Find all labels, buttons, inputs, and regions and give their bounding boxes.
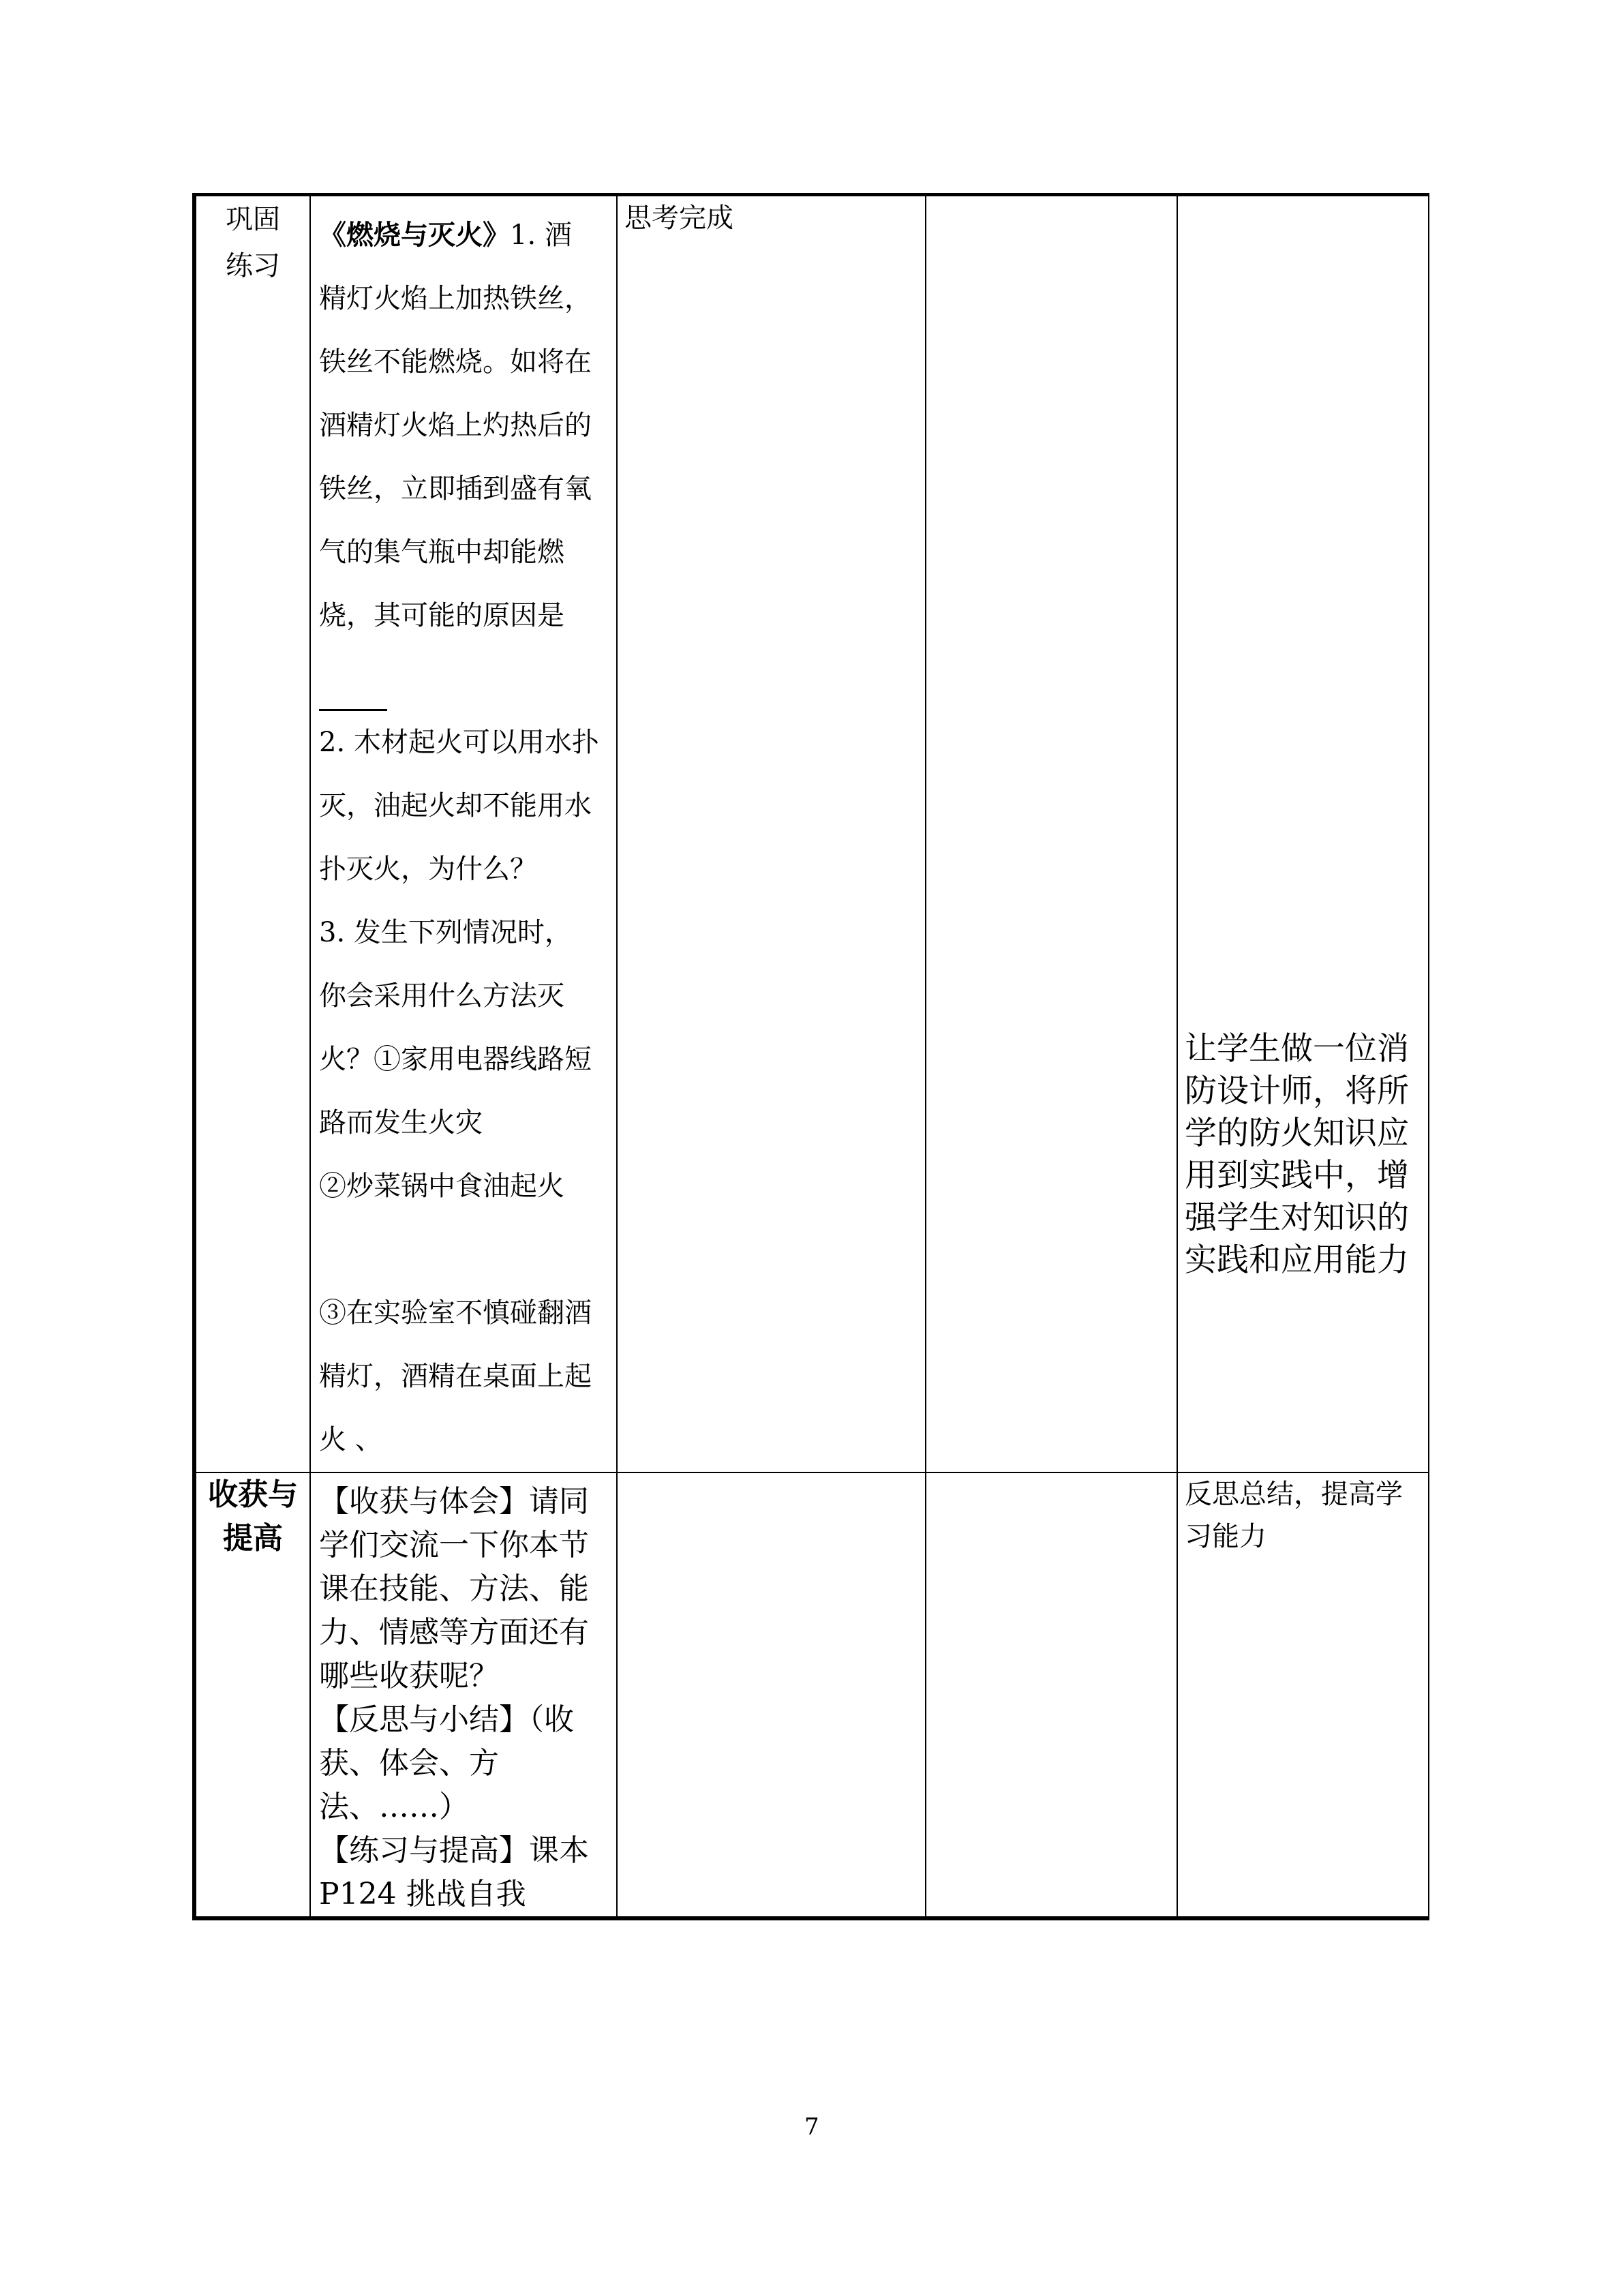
design-intent-text: 反思总结，提高学 习能力 xyxy=(1185,1479,1403,1552)
summary-line: 获、体会、方 xyxy=(319,1746,499,1781)
summary-line: 课在技能、方法、能 xyxy=(319,1571,589,1606)
exercise-line: 铁丝，立即插到盛有氧 xyxy=(319,473,592,504)
stage-label xyxy=(196,1473,309,1560)
summary-line: 力、情感等方面还有 xyxy=(319,1615,589,1650)
exercise-line: 铁丝不能燃烧。如将在 xyxy=(319,346,592,378)
lesson-plan-table xyxy=(192,193,1429,1920)
exercise-line: 气的集气瓶中却能燃 xyxy=(319,537,564,568)
student-activity-cell xyxy=(617,1472,926,1918)
summary-line: P124 挑战自我 xyxy=(319,1877,526,1912)
teacher-activity-cell xyxy=(926,1472,1177,1918)
table-row-summary xyxy=(194,1472,1429,1918)
stage-cell xyxy=(194,1472,310,1918)
exercise-line: ③在实验室不慎碰翻酒 xyxy=(319,1297,592,1329)
stage-label-line: 收获与 xyxy=(208,1477,298,1512)
exercise-line: ②炒菜锅中食油起火 xyxy=(319,1170,564,1202)
exercise-line: 灭，油起火却不能用水 xyxy=(319,790,592,821)
stage-label-line: 巩固 xyxy=(226,204,280,235)
exercise-line: 扑灭火，为什么？ xyxy=(319,854,537,885)
stage-label xyxy=(196,196,309,289)
exercise-line: 酒精灯火焰上灼热后的 xyxy=(319,410,592,441)
stage-label-line: 练习 xyxy=(226,250,280,282)
exercise-title: 《燃烧与灭火》 xyxy=(319,219,510,251)
exercise-line: 《燃烧与灭火》1. 酒 xyxy=(319,219,572,251)
student-activity-text: 思考完成 xyxy=(624,202,733,234)
summary-line: 法、……） xyxy=(319,1789,469,1824)
exercise-line: 3. 发生下列情况时， xyxy=(319,917,572,948)
summary-cell xyxy=(310,1472,617,1918)
student-activity-cell xyxy=(617,195,926,1473)
exercise-cell xyxy=(310,195,617,1473)
exercise-content xyxy=(311,196,616,1472)
exercise-line: 精灯，酒精在桌面上起 xyxy=(319,1361,592,1392)
design-intent-cell xyxy=(1177,1472,1429,1918)
summary-content xyxy=(311,1473,616,1916)
exercise-line: 你会采用什么方法灭 xyxy=(319,980,564,1012)
exercise-line: 火？①家用电器线路短 xyxy=(319,1044,592,1075)
exercise-line: 火 、 xyxy=(319,1424,382,1455)
answer-blank xyxy=(319,648,612,711)
summary-line: 【练习与提高】课本 xyxy=(319,1833,589,1868)
page-number: 7 xyxy=(804,2113,819,2141)
design-intent-text: 让学生做一位消 防设计师，将所 学的防火知识应 用到实践中，增 强学生对知识的 实践和应用能力 xyxy=(1185,1030,1409,1279)
stage-cell xyxy=(194,195,310,1473)
exercise-line: 路而发生火灾 xyxy=(319,1107,483,1138)
summary-line: 学们交流一下你本节 xyxy=(319,1528,589,1562)
summary-line: 【收获与体会】请同 xyxy=(319,1484,589,1519)
teacher-activity-cell xyxy=(926,195,1177,1473)
exercise-line: 2. 木材起火可以用水扑 xyxy=(319,727,599,758)
exercise-line: 烧，其可能的原因是 xyxy=(319,600,564,631)
table-row-practice xyxy=(194,195,1429,1473)
summary-line: 哪些收获呢？ xyxy=(319,1659,499,1693)
stage-label-line: 提高 xyxy=(223,1521,283,1556)
summary-line: 【反思与小结】（收 xyxy=(319,1702,574,1737)
exercise-line: 精灯火焰上加热铁丝， xyxy=(319,283,592,314)
design-intent-cell xyxy=(1177,195,1429,1473)
